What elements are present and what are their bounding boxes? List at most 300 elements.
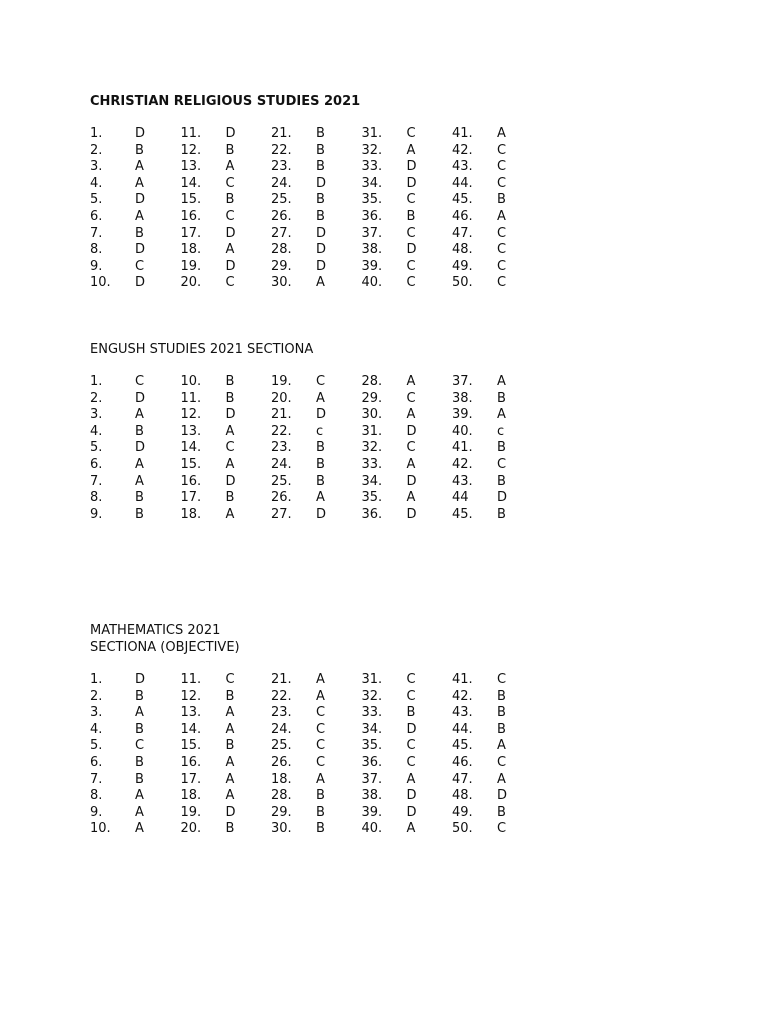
question-number: 30. (361, 407, 383, 423)
answer-letter: D (316, 506, 327, 522)
answer-letter: A (316, 688, 325, 704)
question-number: 15. (180, 192, 202, 208)
question-number: 36. (361, 754, 383, 770)
question-number: 19. (180, 258, 202, 274)
question-number: 15. (180, 456, 202, 472)
question-number: 41. (452, 440, 473, 456)
answer-letter: B (135, 771, 144, 787)
answer-letter: C (406, 688, 416, 704)
question-number: 9. (90, 506, 103, 522)
answer-letter: D (316, 407, 327, 423)
answer-letter: A (225, 721, 235, 737)
question-number: 25. (271, 738, 292, 754)
answer-letter: D (225, 225, 236, 241)
answer-row (90, 225, 507, 243)
answer-letter: B (316, 456, 325, 472)
question-number: 46. (452, 754, 473, 770)
answer-row (90, 423, 505, 441)
question-number: 46. (452, 208, 473, 224)
question-number: 12. (180, 688, 202, 704)
answer-letter: D (406, 788, 417, 804)
section-crs (90, 93, 507, 292)
question-number: 17. (180, 225, 202, 241)
answer-letter: B (316, 142, 325, 158)
answer-letter: C (316, 754, 326, 770)
question-number: 4. (90, 721, 103, 737)
question-number: 5. (90, 192, 103, 208)
answer-row (90, 192, 506, 209)
answer-letter: C (497, 821, 507, 837)
question-number: 38. (361, 788, 383, 804)
question-number: 42. (452, 142, 473, 158)
answer-letter: C (316, 374, 326, 389)
section-title-line: CHRISTIAN RELIGIOUS STUDIES 2021 (90, 94, 361, 109)
answer-letter: B (135, 721, 144, 737)
answer-letter: C (406, 738, 416, 754)
question-number: 47. (452, 225, 473, 241)
question-number: 7. (90, 225, 103, 241)
answer-letter: D (316, 225, 327, 241)
answer-letter: C (316, 721, 326, 737)
answer-letter: A (497, 738, 506, 754)
answer-grid (90, 126, 507, 292)
answer-letter: C (497, 142, 507, 158)
question-number: 32. (361, 688, 383, 704)
question-number: 49. (452, 804, 473, 820)
question-number: 44 (452, 490, 469, 506)
answer-row (90, 473, 506, 491)
answer-letter: D (135, 672, 146, 687)
question-number: 33. (361, 159, 383, 175)
answer-letter: B (316, 788, 325, 804)
question-number: 15. (180, 738, 202, 754)
question-number: 20. (180, 821, 202, 837)
answer-letter: A (316, 390, 325, 406)
question-number: 10. (90, 275, 111, 291)
question-number: 2. (90, 142, 103, 158)
answer-letter: A (497, 126, 506, 141)
answer-row (90, 490, 508, 507)
answer-letter: A (135, 705, 144, 721)
question-number: 13. (180, 705, 202, 721)
question-number: 48. (452, 788, 473, 804)
question-number: 45. (452, 192, 473, 208)
answer-letter: D (406, 506, 417, 522)
answer-letter: C (406, 440, 416, 456)
answer-letter: B (316, 821, 325, 837)
answer-letter: B (135, 688, 144, 704)
answer-letter: A (225, 788, 235, 804)
question-number: 1. (90, 672, 103, 687)
answer-letter: B (497, 688, 506, 704)
question-number: 11. (180, 672, 202, 687)
answer-row (90, 142, 507, 160)
question-number: 17. (180, 771, 202, 787)
answer-letter: B (135, 754, 144, 770)
answer-letter: A (316, 275, 325, 291)
answer-letter: B (497, 506, 506, 522)
question-number: 18. (180, 788, 202, 804)
question-number: 6. (90, 456, 103, 472)
question-number: 40. (361, 821, 383, 837)
question-number: 50. (452, 275, 473, 291)
answer-letter: C (135, 738, 145, 754)
question-number: 26. (271, 754, 292, 770)
question-number: 43. (452, 473, 473, 489)
answer-letter: D (406, 242, 417, 258)
answer-letter: C (406, 126, 416, 141)
answer-letter: C (497, 672, 507, 687)
answer-letter: D (135, 275, 146, 291)
question-number: 4. (90, 423, 103, 439)
question-number: 18. (180, 506, 202, 522)
answer-letter: B (497, 705, 506, 721)
question-number: 3. (90, 705, 103, 721)
answer-letter: A (406, 456, 416, 472)
section-mathematics (90, 622, 508, 838)
question-number: 30. (271, 275, 292, 291)
question-number: 28. (271, 242, 292, 258)
answer-letter: D (135, 440, 146, 456)
question-number: 9. (90, 258, 103, 274)
answer-letter: A (135, 804, 144, 820)
answer-row (90, 175, 507, 193)
answer-letter: C (406, 754, 416, 770)
answer-row (90, 407, 506, 424)
question-number: 14. (180, 440, 202, 456)
question-number: 6. (90, 208, 103, 224)
answer-letter: A (225, 771, 235, 787)
question-number: 33. (361, 705, 383, 721)
question-number: 11. (180, 390, 202, 406)
answer-row (90, 788, 508, 805)
answer-letter: A (406, 821, 416, 837)
question-number: 45. (452, 506, 473, 522)
answer-letter: C (406, 390, 416, 406)
question-number: 31. (361, 126, 383, 141)
question-number: 27. (271, 506, 292, 522)
question-number: 22. (271, 142, 292, 158)
question-number: 30. (271, 821, 292, 837)
answer-letter: B (225, 390, 235, 406)
section-title (90, 622, 240, 656)
answer-letter: D (406, 423, 417, 439)
answer-letter: C (497, 456, 507, 472)
answer-letter: B (316, 126, 325, 141)
answer-letter: A (225, 705, 235, 721)
answer-letter: B (135, 423, 144, 439)
answer-letter: A (135, 208, 144, 224)
answer-row (90, 390, 506, 408)
answer-letter: C (497, 258, 507, 274)
answer-letter: B (135, 225, 144, 241)
answer-letter: C (225, 440, 235, 456)
answer-letter: B (497, 721, 506, 737)
question-number: 24. (271, 456, 292, 472)
question-number: 10. (180, 374, 202, 389)
answer-letter: C (225, 208, 235, 224)
section-title (90, 341, 313, 358)
answer-letter: B (497, 192, 506, 208)
answer-letter: B (316, 804, 325, 820)
answer-letter: D (135, 192, 146, 208)
question-number: 39. (361, 258, 383, 274)
answer-grid (90, 374, 508, 523)
question-number: 38. (361, 242, 383, 258)
answer-letter: B (316, 208, 325, 224)
question-number: 42. (452, 456, 473, 472)
question-number: 37. (361, 771, 383, 787)
question-number: 27. (271, 225, 292, 241)
question-number: 42. (452, 688, 473, 704)
answer-row (90, 738, 506, 755)
question-number: 44. (452, 175, 473, 191)
answer-letter: B (225, 821, 235, 837)
answer-row (90, 242, 507, 259)
answer-letter: A (406, 142, 416, 158)
question-number: 28. (271, 788, 292, 804)
answer-letter: B (316, 440, 325, 456)
question-number: 34. (361, 175, 383, 191)
question-number: 12. (180, 407, 202, 423)
question-number: 6. (90, 754, 103, 770)
answer-letter: A (135, 821, 144, 837)
question-number: 2. (90, 688, 103, 704)
question-number: 32. (361, 142, 383, 158)
question-number: 23. (271, 705, 292, 721)
question-number: 17. (180, 490, 202, 506)
question-number: 48. (452, 242, 473, 258)
answer-letter: C (406, 192, 416, 208)
question-number: 16. (180, 208, 202, 224)
question-number: 26. (271, 490, 292, 506)
answer-letter: B (135, 490, 144, 506)
answer-letter: D (497, 788, 508, 804)
section-title-line: SECTIONA (OBJECTIVE) (90, 640, 240, 655)
question-number: 40. (361, 275, 383, 291)
question-number: 21. (271, 407, 292, 423)
question-number: 31. (361, 423, 383, 439)
question-number: 28. (361, 374, 383, 389)
answer-letter: C (225, 275, 235, 291)
answer-letter: B (225, 688, 235, 704)
question-number: 47. (452, 771, 473, 787)
question-number: 13. (180, 423, 202, 439)
answer-letter: c (316, 423, 324, 439)
answer-letter: C (497, 175, 507, 191)
question-number: 36. (361, 208, 383, 224)
answer-letter: D (225, 126, 236, 141)
question-number: 5. (90, 738, 103, 754)
answer-letter: A (225, 456, 235, 472)
question-number: 12. (180, 142, 202, 158)
answer-letter: D (497, 490, 508, 506)
answer-letter: B (316, 192, 325, 208)
question-number: 24. (271, 721, 292, 737)
answer-letter: B (316, 159, 325, 175)
answer-row (90, 754, 507, 772)
answer-letter: A (316, 672, 325, 687)
answer-letter: B (497, 804, 506, 820)
answer-letter: A (225, 423, 235, 439)
answer-letter: A (406, 490, 416, 506)
answer-letter: B (406, 208, 416, 224)
answer-letter: C (406, 258, 416, 274)
question-number: 3. (90, 407, 103, 423)
answer-letter: D (135, 242, 146, 258)
answer-letter: D (406, 721, 417, 737)
question-number: 50. (452, 821, 473, 837)
answer-letter: A (225, 506, 235, 522)
question-number: 35. (361, 490, 383, 506)
answer-letter: B (225, 738, 235, 754)
answer-letter: D (135, 390, 146, 406)
answer-letter: A (225, 242, 235, 258)
question-number: 8. (90, 242, 103, 258)
answer-letter: B (225, 192, 235, 208)
answer-row (90, 821, 507, 838)
question-number: 18. (271, 771, 292, 787)
question-number: 2. (90, 390, 103, 406)
answer-row (90, 672, 507, 689)
question-number: 38. (452, 390, 473, 406)
question-number: 10. (90, 821, 111, 837)
answer-letter: A (225, 754, 235, 770)
answer-letter: C (497, 275, 507, 291)
question-number: 41. (452, 672, 473, 687)
question-number: 43. (452, 159, 473, 175)
answer-letter: A (406, 374, 416, 389)
question-number: 22. (271, 423, 292, 439)
question-number: 23. (271, 159, 292, 175)
answer-letter: C (316, 738, 326, 754)
answer-letter: B (135, 142, 144, 158)
answer-letter: C (497, 242, 507, 258)
answer-letter: A (316, 771, 325, 787)
answer-letter: A (497, 374, 506, 389)
section-title-line: ENGUSH STUDIES 2021 SECTIONA (90, 342, 314, 357)
question-number: 7. (90, 771, 103, 787)
answer-letter: C (225, 175, 235, 191)
question-number: 41. (452, 126, 473, 141)
answer-letter: B (497, 390, 506, 406)
question-number: 20. (271, 390, 292, 406)
question-number: 21. (271, 126, 292, 141)
answer-letter: A (406, 407, 416, 423)
answer-letter: A (135, 159, 144, 175)
answer-letter: A (497, 208, 506, 224)
answer-letter: D (225, 473, 236, 489)
answer-letter: A (135, 788, 144, 804)
answer-letter: A (135, 473, 144, 489)
question-number: 39. (361, 804, 383, 820)
answer-letter: B (316, 473, 325, 489)
answer-row (90, 440, 506, 457)
answer-letter: C (225, 672, 235, 687)
question-number: 49. (452, 258, 473, 274)
question-number: 35. (361, 192, 383, 208)
answer-letter: D (316, 175, 327, 191)
question-number: 31. (361, 672, 383, 687)
question-number: 36. (361, 506, 383, 522)
question-number: 5. (90, 440, 103, 456)
answer-letter: D (225, 804, 236, 820)
answer-letter: A (316, 490, 325, 506)
question-number: 22. (271, 688, 292, 704)
section-english (90, 341, 508, 523)
answer-letter: C (406, 225, 416, 241)
question-number: 4. (90, 175, 103, 191)
question-number: 32. (361, 440, 383, 456)
question-number: 29. (271, 804, 292, 820)
question-number: 20. (180, 275, 202, 291)
answer-letter: B (497, 440, 506, 456)
answer-letter: B (497, 473, 506, 489)
answer-row (90, 688, 506, 706)
answer-letter: C (135, 374, 145, 389)
answer-letter: D (316, 242, 327, 258)
answer-letter: B (225, 490, 235, 506)
answer-letter: A (135, 175, 144, 191)
question-number: 13. (180, 159, 202, 175)
question-number: 8. (90, 788, 103, 804)
question-number: 43. (452, 705, 473, 721)
question-number: 11. (180, 126, 202, 141)
answer-row (90, 275, 507, 292)
question-number: 1. (90, 126, 103, 141)
answer-letter: D (225, 258, 236, 274)
question-number: 8. (90, 490, 103, 506)
answer-letter: A (497, 407, 506, 423)
question-number: 29. (361, 390, 383, 406)
question-number: 40. (452, 423, 473, 439)
question-number: 37. (452, 374, 473, 389)
answer-letter: B (225, 374, 235, 389)
answer-row (90, 771, 506, 789)
answer-row (90, 705, 506, 722)
answer-row (90, 456, 507, 474)
section-title (90, 93, 360, 110)
answer-letter: A (406, 771, 416, 787)
question-number: 44. (452, 721, 473, 737)
answer-letter: D (225, 407, 236, 423)
answer-letter: c (497, 423, 505, 439)
answer-letter: C (497, 225, 507, 241)
answer-row (90, 374, 506, 391)
question-number: 14. (180, 175, 202, 191)
answer-row (90, 506, 506, 524)
question-number: 35. (361, 738, 383, 754)
answer-letter: D (406, 804, 417, 820)
question-number: 14. (180, 721, 202, 737)
question-number: 24. (271, 175, 292, 191)
answer-row (90, 126, 506, 143)
question-number: 26. (271, 208, 292, 224)
answer-letter: D (406, 175, 417, 191)
question-number: 25. (271, 473, 292, 489)
answer-row (90, 208, 506, 226)
section-title-line: MATHEMATICS 2021 (90, 623, 221, 638)
question-number: 1. (90, 374, 103, 389)
question-number: 21. (271, 672, 292, 687)
answer-grid (90, 672, 508, 838)
answer-letter: D (406, 473, 417, 489)
answer-letter: B (225, 142, 235, 158)
answer-letter: A (225, 159, 235, 175)
answer-row (90, 258, 507, 276)
answer-letter: D (316, 258, 327, 274)
question-number: 34. (361, 721, 383, 737)
